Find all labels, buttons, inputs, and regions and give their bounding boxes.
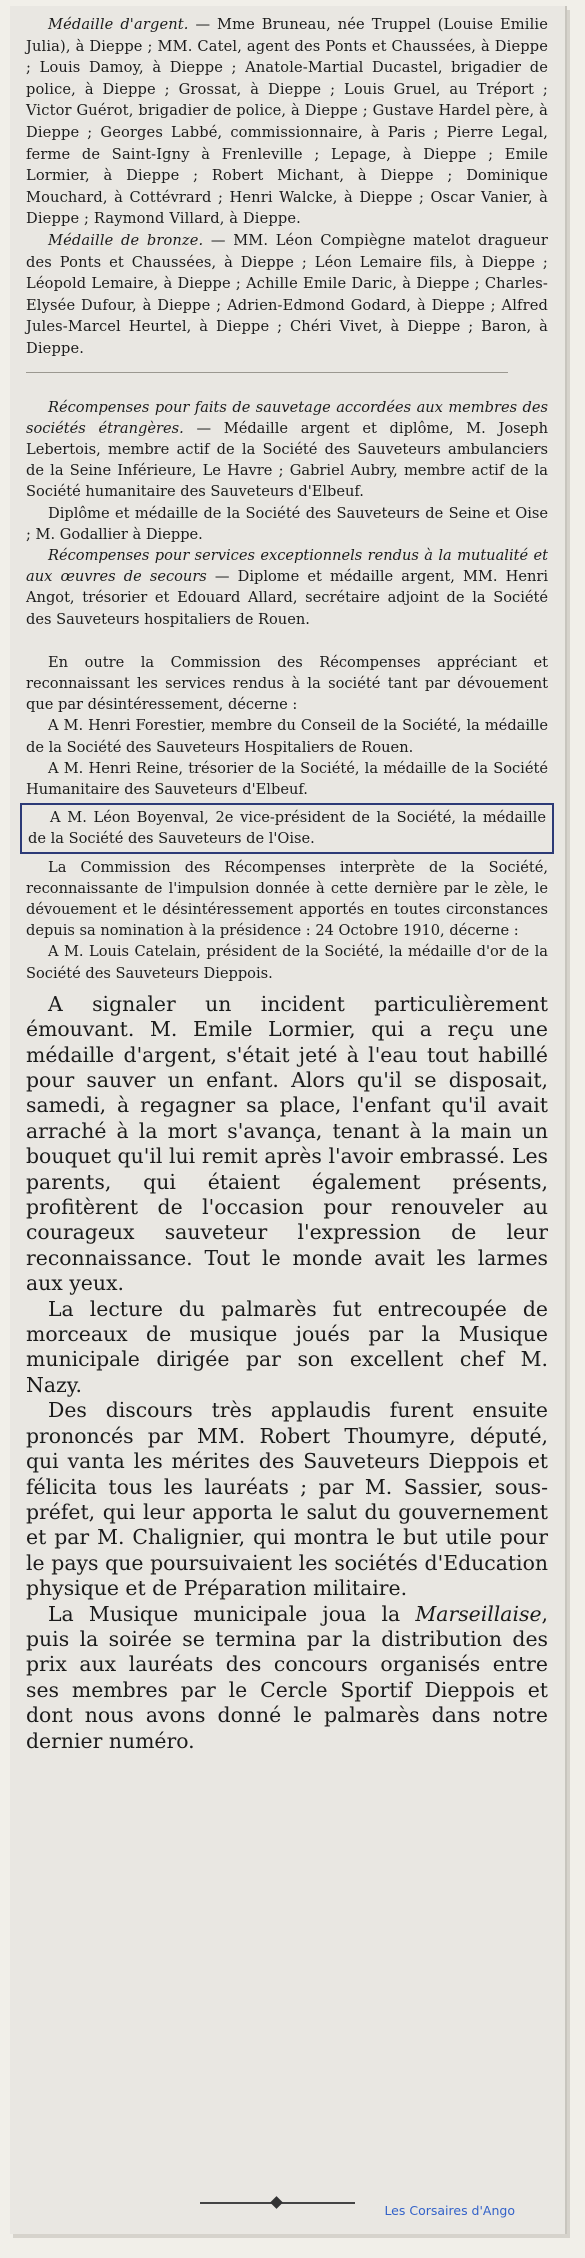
commission-paragraph: En outre la Commission des Récompenses appréciant et reconnaissant les services rendus à la société tant par dévouement que par désintéressement, décerne : bbox=[26, 653, 548, 714]
music-paragraph: La lecture du palmarès fut entrecoupée de morceaux de musique joués par la Musique municipale dirigée par son excellent chef M. Nazy. bbox=[26, 1296, 548, 1397]
catelain-paragraph: A M. Louis Catelain, président de la Société, la médaille d'or de la Société des Sauveteurs Dieppois. bbox=[26, 943, 548, 982]
highlighted-passage bbox=[20, 803, 554, 853]
medals-section bbox=[26, 14, 548, 360]
marseillaise-title: Marseillaise bbox=[415, 1601, 542, 1626]
article-column bbox=[26, 14, 548, 1754]
awards-section bbox=[26, 397, 548, 984]
foreign-societies-text: — Médaille argent et diplôme, M. Joseph Lebertois, membre actif de la Société des Sauveteurs ambulanciers de la Seine Inférieure, Le Havre ; Gabriel Aubry, membre actif de la Société humanitaire des Sauveteurs d'Elbeuf. bbox=[26, 419, 548, 501]
closing-text-end: , puis la soirée se termina par la distribution des prix aux lauréats des concours organisés entre ses membres par le Cercle Sportif Dieppois et dont nous avons donné le palmarès dans notre dernier numéro. bbox=[26, 1601, 548, 1753]
mutuality-text: — Diplome et médaille argent, MM. Henri Angot, trésorier et Edouard Allard, secrétaire adjoint de la Société des Sauveteurs hospitaliers de Rouen. bbox=[26, 568, 548, 628]
bronze-medal-paragraph bbox=[26, 230, 548, 360]
foreign-societies-heading: Récompenses pour faits de sauvetage accordées aux membres des sociétés étrangères. bbox=[26, 398, 548, 437]
section-divider bbox=[26, 372, 508, 373]
closing-text-start: La Musique municipale joua la bbox=[48, 1601, 416, 1626]
boyenval-paragraph: A M. Léon Boyenval, 2e vice-président de la Société, la médaille de la Société des Sauveteurs de l'Oise. bbox=[28, 809, 546, 848]
end-ornament-diamond-icon bbox=[270, 2196, 283, 2209]
mutuality-paragraph bbox=[26, 545, 548, 630]
end-ornament bbox=[200, 2198, 355, 2208]
watermark-text: Les Corsaires d'Ango bbox=[384, 2203, 515, 2218]
bronze-medal-list: — MM. Léon Compiègne matelot dragueur des Ponts et Chaussées, à Dieppe ; Léon Lemaire fils, à Dieppe ; Léopold Lemaire, à Dieppe ; Achille Emile Daric, à Dieppe ; Charles-Elysée Dufour, à Dieppe ; Adrien-Edmond Godard, à Dieppe ; Alfred Jules-Marcel Heurtel, à Dieppe ; Chéri Vivet, à Dieppe ; Baron, à Dieppe. bbox=[26, 231, 549, 357]
commission-president-paragraph: La Commission des Récompenses interprète de la Société, reconnaissante de l'impulsion donnée à cette dernière par le zèle, le dévouement et le désintéressement apportés en toutes circonstances depuis sa nomination à la présidence : 24 Octobre 1910, décerne : bbox=[26, 858, 548, 940]
newspaper-clipping bbox=[10, 6, 567, 2234]
bronze-medal-heading: Médaille de bronze. bbox=[48, 231, 204, 249]
silver-medal-paragraph bbox=[26, 14, 548, 230]
ceremony-section bbox=[26, 992, 548, 1754]
seine-oise-paragraph: Diplôme et médaille de la Société des Sauveteurs de Seine et Oise ; M. Godallier à Dieppe. bbox=[26, 504, 548, 543]
incident-paragraph: A signaler un incident particulièrement émouvant. M. Emile Lormier, qui a reçu une médaille d'argent, s'était jeté à l'eau tout habillé pour sauver un enfant. Alors qu'il se disposait, samedi, à regagner sa place, l'enfant qu'il avait arraché à la mort s'avança, tenant à la main un bouquet qu'il lui remit après l'avoir embrassé. Les parents, qui étaient également présents, profitèrent de l'occasion pour renouveler au courageux sauveteur l'expression de leur reconnaissance. Tout le monde avait les larmes aux yeux. bbox=[26, 991, 548, 1296]
forestier-paragraph: A M. Henri Forestier, membre du Conseil de la Société, la médaille de la Société des Sauveteurs Hospitaliers de Rouen. bbox=[26, 717, 548, 756]
speeches-paragraph: Des discours très applaudis furent ensuite prononcés par MM. Robert Thoumyre, député, qui vanta les mérites des Sauveteurs Dieppois et félicita tous les lauréats ; par M. Sassier, sous-préfet, qui leur apporta le salut du gouvernement et par M. Chalignier, qui montra le but utile pour le pays que poursuivaient les sociétés d'Education physique et de Préparation militaire. bbox=[26, 1398, 548, 1601]
reine-paragraph: A M. Henri Reine, trésorier de la Société, la médaille de la Société Humanitaire des Sauveteurs d'Elbeuf. bbox=[26, 759, 548, 798]
closing-paragraph bbox=[26, 1602, 548, 1754]
foreign-societies-paragraph bbox=[26, 397, 548, 503]
mutuality-heading: Récompenses pour services exceptionnels rendus à la mutualité et aux œuvres de secours bbox=[26, 546, 548, 586]
silver-medal-list: — Mme Bruneau, née Truppel (Louise Emilie Julia), à Dieppe ; MM. Catel, agent des Ponts et Chaussées, à Dieppe ; Louis Damoy, à Dieppe ; Anatole-Martial Ducastel, brigadier de police, à Dieppe ; Grossat, à Dieppe ; Louis Gruel, au Tréport ; Victor Guérot, brigadier de police, à Dieppe ; Gustave Hardel père, à Dieppe ; Georges Labbé, commissionnaire, à Paris ; Pierre Legal, ferme de Saint-Igny à Frenleville ; Lepage, à Dieppe ; Emile Lormier, à Dieppe ; Robert Michant, à Dieppe ; Dominique Mouchard, à Cottévrard ; Henri Walcke, à Dieppe ; Oscar Vanier, à Dieppe ; Raymond Villard, à Dieppe. bbox=[26, 16, 549, 228]
silver-medal-heading: Médaille d'argent. bbox=[48, 16, 189, 33]
